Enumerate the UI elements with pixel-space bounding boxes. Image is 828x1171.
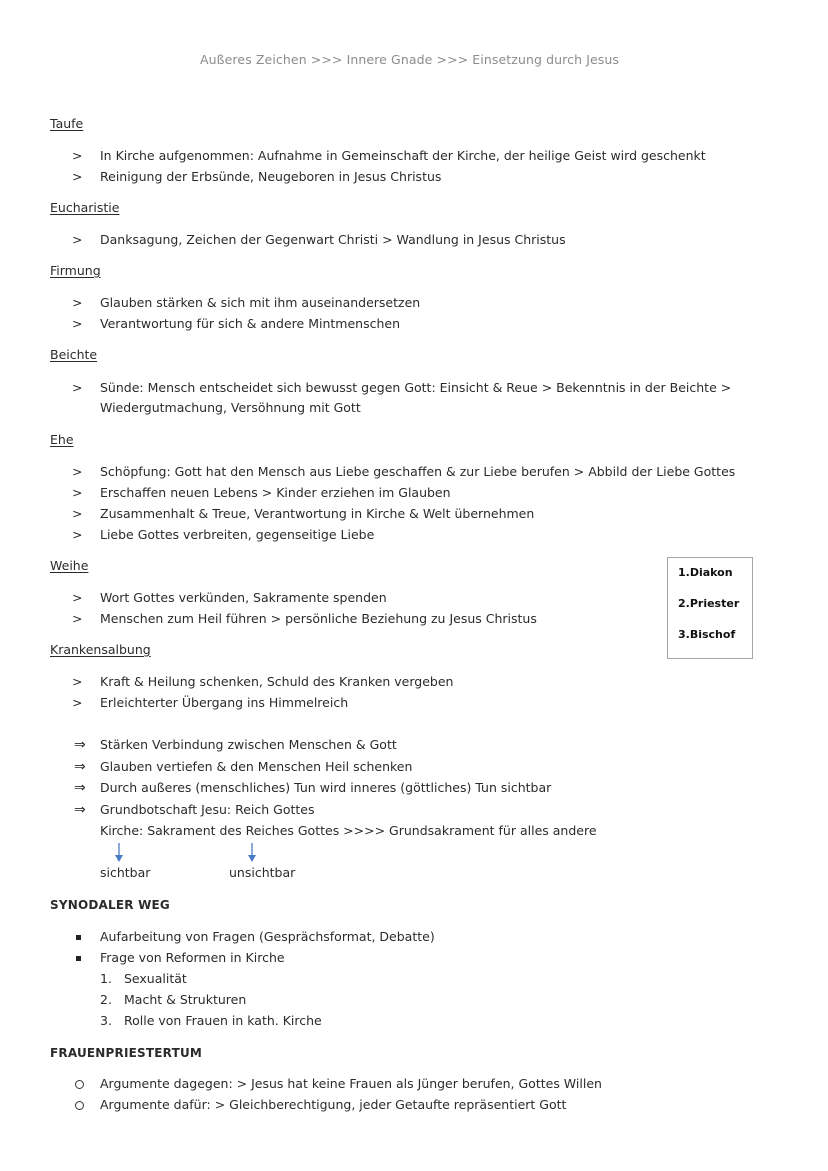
label-unsichtbar: unsichtbar bbox=[229, 865, 296, 880]
double-arrow-icon: ⇒ bbox=[74, 802, 86, 818]
conclusion-item: Grundbotschaft Jesu: Reich Gottes bbox=[100, 802, 315, 817]
list-item: > Glauben stärken & sich mit ihm auseinandersetzen bbox=[72, 293, 420, 313]
circle-bullet-icon bbox=[75, 1101, 84, 1110]
circle-bullet-icon bbox=[75, 1080, 84, 1089]
numbered-item: Sexualität bbox=[124, 971, 187, 986]
list-item: > Wort Gottes verkünden, Sakramente spenden bbox=[72, 588, 387, 608]
weihe-ranks-box bbox=[667, 557, 753, 659]
down-arrow-icon bbox=[113, 843, 125, 863]
list-number: 1. bbox=[100, 971, 112, 986]
conclusion-item: Durch außeres (menschliches) Tun wird inneres (göttliches) Tun sichtbar bbox=[100, 780, 552, 795]
list-item: > Reinigung der Erbsünde, Neugeboren in Jesus Christus bbox=[72, 167, 441, 187]
heading-synodaler-weg: SYNODALER WEG bbox=[50, 898, 170, 912]
down-arrow-icon bbox=[246, 843, 258, 863]
list-item: > Kraft & Heilung schenken, Schuld des Kranken vergeben bbox=[72, 672, 453, 692]
rank-priester: 2.Priester bbox=[678, 597, 740, 610]
heading-firmung: Firmung bbox=[50, 263, 101, 278]
chevron-marker: > bbox=[72, 295, 83, 310]
heading-weihe: Weihe bbox=[50, 558, 89, 573]
list-item: > Zusammenhalt & Treue, Verantwortung in Kirche & Welt übernehmen bbox=[72, 504, 534, 524]
double-arrow-icon: ⇒ bbox=[74, 737, 86, 753]
list-number: 2. bbox=[100, 992, 112, 1007]
heading-taufe: Taufe bbox=[50, 116, 84, 131]
chevron-marker: > bbox=[72, 527, 83, 542]
square-bullet-icon bbox=[76, 956, 81, 961]
list-item: > Schöpfung: Gott hat den Mensch aus Liebe geschaffen & zur Liebe berufen > Abbild der Liebe Gottes bbox=[72, 462, 735, 482]
heading-eucharistie: Eucharistie bbox=[50, 200, 120, 215]
numbered-item: Macht & Strukturen bbox=[124, 992, 247, 1007]
chevron-marker: > bbox=[72, 695, 83, 710]
list-item: > Erleichterter Übergang ins Himmelreich bbox=[72, 693, 348, 713]
list-item: > Erschaffen neuen Lebens > Kinder erziehen im Glauben bbox=[72, 483, 451, 503]
heading-beichte: Beichte bbox=[50, 347, 98, 362]
list-item: Frage von Reformen in Kirche bbox=[100, 950, 285, 965]
list-item: > In Kirche aufgenommen: Aufnahme in Gemeinschaft der Kirche, der heilige Geist wird geschenkt bbox=[72, 146, 706, 166]
chevron-marker: > bbox=[72, 148, 83, 163]
kirche-line: Kirche: Sakrament des Reiches Gottes >>>> Grundsakrament für alles andere bbox=[100, 823, 597, 838]
conclusion-item: Stärken Verbindung zwischen Menschen & Gott bbox=[100, 737, 397, 752]
chevron-marker: > bbox=[72, 506, 83, 521]
heading-krankensalbung: Krankensalbung bbox=[50, 642, 151, 657]
chevron-marker: > bbox=[72, 380, 83, 395]
list-item: Aufarbeitung von Fragen (Gesprächsformat, Debatte) bbox=[100, 929, 435, 944]
list-number: 3. bbox=[100, 1013, 112, 1028]
list-item: > Liebe Gottes verbreiten, gegenseitige Liebe bbox=[72, 525, 374, 545]
numbered-item: Rolle von Frauen in kath. Kirche bbox=[124, 1013, 322, 1028]
list-item: > Verantwortung für sich & andere Mintmenschen bbox=[72, 314, 400, 334]
list-item: Argumente dafür: > Gleichberechtigung, jeder Getaufte repräsentiert Gott bbox=[100, 1097, 567, 1112]
double-arrow-icon: ⇒ bbox=[74, 759, 86, 775]
chevron-marker: > bbox=[72, 464, 83, 479]
rank-bischof: 3.Bischof bbox=[678, 628, 736, 641]
double-arrow-icon: ⇒ bbox=[74, 780, 86, 796]
chevron-marker: > bbox=[72, 316, 83, 331]
page-header: Außeres Zeichen >>> Innere Gnade >>> Einsetzung durch Jesus bbox=[200, 52, 620, 67]
list-item: > Menschen zum Heil führen > persönliche Beziehung zu Jesus Christus bbox=[72, 609, 537, 629]
square-bullet-icon bbox=[76, 935, 81, 940]
chevron-marker: > bbox=[72, 485, 83, 500]
heading-ehe: Ehe bbox=[50, 432, 74, 447]
list-item: > Danksagung, Zeichen der Gegenwart Christi > Wandlung in Jesus Christus bbox=[72, 230, 566, 250]
chevron-marker: > bbox=[72, 232, 83, 247]
chevron-marker: > bbox=[72, 590, 83, 605]
chevron-marker: > bbox=[72, 169, 83, 184]
chevron-marker: > bbox=[72, 611, 83, 626]
rank-diakon: 1.Diakon bbox=[678, 566, 733, 579]
list-item: Sünde: Mensch entscheidet sich bewusst gegen Gott: Einsicht & Reue > Bekenntnis in der Beichte > Wiedergutmachung, Versöhnung mit Gott bbox=[100, 380, 732, 415]
list-item: Argumente dagegen: > Jesus hat keine Frauen als Jünger berufen, Gottes Willen bbox=[100, 1076, 602, 1091]
label-sichtbar: sichtbar bbox=[100, 865, 151, 880]
heading-frauenpriestertum: FRAUENPRIESTERTUM bbox=[50, 1046, 203, 1060]
chevron-marker: > bbox=[72, 674, 83, 689]
conclusion-item: Glauben vertiefen & den Menschen Heil schenken bbox=[100, 759, 413, 774]
